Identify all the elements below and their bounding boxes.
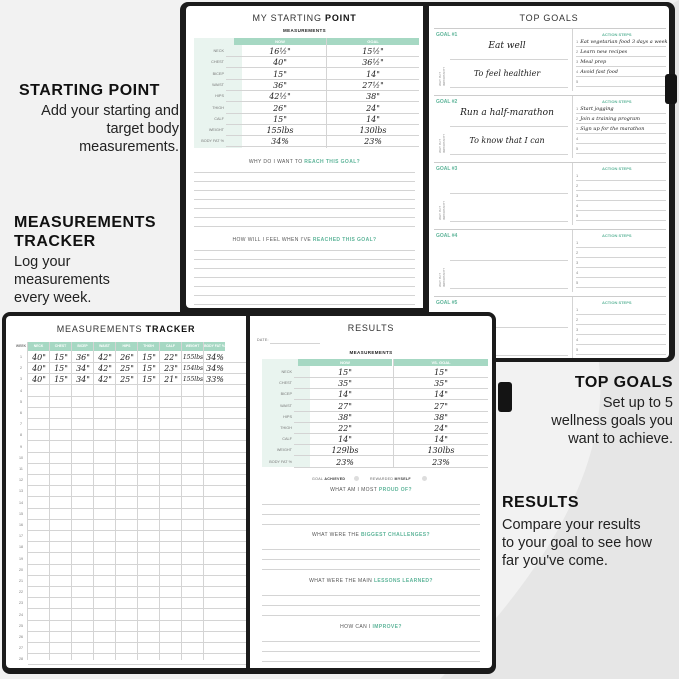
row-label: BICEP bbox=[280, 392, 292, 397]
row-label: WAIST bbox=[212, 82, 224, 87]
step-line bbox=[576, 153, 666, 154]
tracker-value: 23" bbox=[164, 364, 178, 374]
week-number: 22 bbox=[19, 590, 23, 595]
row-label: BICEP bbox=[212, 71, 224, 76]
now-value: 129lbs bbox=[331, 446, 359, 456]
writing-line bbox=[262, 514, 480, 515]
step-text: Learn new recipes bbox=[580, 49, 628, 55]
now-value: 22" bbox=[338, 424, 352, 433]
row-label: WEIGHT bbox=[208, 128, 224, 133]
row-divider bbox=[294, 411, 488, 412]
now-value: 34% bbox=[271, 137, 289, 147]
goal-number: GOAL #3 bbox=[436, 166, 458, 172]
caption-body: Log your measurements every week. bbox=[14, 254, 110, 306]
step-number: 1 bbox=[576, 307, 579, 312]
tracker-value: 154lbs bbox=[182, 365, 204, 373]
week-number: 20 bbox=[19, 567, 23, 572]
row-divider bbox=[226, 67, 419, 68]
week-number: 7 bbox=[20, 422, 22, 427]
now-value: 36" bbox=[273, 80, 287, 90]
tracker-column-line bbox=[203, 342, 204, 660]
tracker-value: 155lbs bbox=[182, 354, 204, 361]
elastic-strap bbox=[498, 382, 512, 412]
tracker-column-line bbox=[27, 342, 28, 660]
question-feel: HOW WILL I FEEL WHEN I'VE REACHED THIS GOAL? bbox=[232, 237, 377, 243]
goal-divider bbox=[572, 230, 573, 292]
tracker-value: 40" bbox=[32, 375, 46, 385]
goal-value: 14" bbox=[366, 114, 380, 124]
goal-value: 15" bbox=[434, 368, 448, 377]
tracker-column-header: NECK bbox=[28, 342, 49, 351]
now-value: 23% bbox=[336, 457, 354, 467]
results-page bbox=[250, 316, 492, 668]
goal-line bbox=[450, 126, 568, 127]
tracker-value: 34" bbox=[76, 364, 90, 374]
tracker-value: 34% bbox=[206, 353, 224, 362]
why-label: WHY IS IT IMPORTANT? bbox=[438, 200, 446, 220]
step-number: 4 bbox=[576, 69, 579, 74]
week-number: 4 bbox=[20, 388, 22, 393]
step-number: 5 bbox=[576, 280, 579, 285]
goal-value: 24" bbox=[366, 103, 380, 113]
row-divider bbox=[294, 455, 488, 456]
week-number: 10 bbox=[19, 455, 23, 460]
measurements-subtitle: MEASUREMENTS bbox=[282, 28, 327, 33]
step-number: 1 bbox=[576, 39, 579, 44]
tracker-value: 21" bbox=[164, 375, 178, 385]
tracker-value: 34" bbox=[76, 375, 90, 385]
goal-value: 38" bbox=[366, 92, 380, 102]
question-lessons: WHAT WERE THE MAIN LESSONS LEARNED? bbox=[309, 578, 433, 584]
goal-divider bbox=[572, 29, 573, 91]
writing-line bbox=[262, 504, 480, 505]
row-divider bbox=[226, 90, 419, 91]
goal-value: 130lbs bbox=[359, 126, 387, 136]
goal-value: 14" bbox=[366, 69, 380, 79]
tracker-column-line bbox=[71, 342, 72, 660]
writing-line bbox=[194, 295, 415, 296]
why-label: WHY IS IT IMPORTANT? bbox=[438, 133, 446, 153]
step-number: 2 bbox=[576, 116, 579, 121]
tracker-column-header: WEEK bbox=[14, 342, 28, 351]
week-number: 9 bbox=[20, 444, 22, 449]
page-title: MY STARTING POINT bbox=[252, 13, 357, 23]
step-number: 5 bbox=[576, 79, 579, 84]
week-number: 8 bbox=[20, 433, 22, 438]
week-number: 6 bbox=[20, 411, 22, 415]
goal-number: GOAL #4 bbox=[436, 233, 458, 239]
page-title: MEASUREMENTS TRACKER bbox=[56, 324, 196, 334]
step-line bbox=[576, 287, 666, 288]
tracker-value: 15" bbox=[142, 364, 156, 374]
writing-line bbox=[194, 250, 415, 251]
week-number: 13 bbox=[19, 489, 23, 494]
goal-line bbox=[450, 59, 568, 60]
goal-block bbox=[434, 95, 666, 160]
writing-line bbox=[194, 208, 415, 209]
week-number: 1 bbox=[20, 355, 22, 359]
step-number: 5 bbox=[576, 347, 579, 352]
goal-line bbox=[450, 260, 568, 261]
row-label: THIGH bbox=[280, 426, 292, 430]
step-number: 1 bbox=[576, 240, 579, 245]
row-label: WAIST bbox=[280, 403, 292, 408]
row-label: NECK bbox=[281, 370, 292, 374]
date-label: DATE: bbox=[257, 338, 269, 342]
writing-line bbox=[194, 286, 415, 287]
bottom-notebook bbox=[2, 312, 496, 674]
tracker-value: 26" bbox=[120, 353, 134, 362]
row-divider bbox=[226, 101, 419, 102]
step-number: 3 bbox=[576, 260, 579, 265]
goal-text: Run a half-marathon bbox=[460, 108, 554, 118]
tracker-column-line bbox=[137, 342, 138, 660]
action-steps-label: ACTION STEPS bbox=[602, 32, 632, 37]
step-number: 3 bbox=[576, 126, 579, 131]
tracker-column-header: CHEST bbox=[50, 342, 71, 351]
tracker-value: 15" bbox=[54, 353, 68, 362]
header-now: NOW bbox=[298, 359, 392, 366]
row-label: BODY FAT % bbox=[201, 139, 224, 144]
step-number: 2 bbox=[576, 183, 579, 188]
week-number: 12 bbox=[19, 478, 23, 483]
now-value: 15" bbox=[273, 69, 287, 79]
step-line bbox=[576, 354, 666, 355]
why-label: WHY IS IT IMPORTANT? bbox=[438, 267, 446, 287]
tracker-column-header: BODY FAT % bbox=[204, 342, 225, 351]
goal-block bbox=[434, 229, 666, 294]
tracker-page bbox=[6, 316, 246, 668]
goal-value: 36½" bbox=[362, 58, 384, 68]
writing-line bbox=[262, 651, 480, 652]
question-why: WHY DO I WANT TO REACH THIS GOAL? bbox=[248, 159, 361, 165]
tracker-value: 42" bbox=[98, 375, 112, 385]
goal-text: Eat well bbox=[488, 41, 526, 51]
tracker-value: 22" bbox=[164, 353, 178, 362]
now-value: 40" bbox=[273, 58, 287, 68]
goal-value: 27" bbox=[434, 401, 448, 411]
action-steps-label: ACTION STEPS bbox=[602, 166, 632, 171]
page-title: RESULTS bbox=[347, 323, 395, 333]
tracker-value: 15" bbox=[54, 375, 68, 385]
header-goal: GOAL bbox=[327, 38, 419, 45]
row-divider bbox=[294, 388, 488, 389]
now-value: 16½" bbox=[269, 47, 291, 56]
caption-body: Compare your results to your goal to see how far you've come. bbox=[502, 517, 652, 569]
goal-divider bbox=[572, 96, 573, 158]
week-number: 2 bbox=[20, 366, 22, 371]
elastic-strap bbox=[665, 74, 677, 104]
writing-line bbox=[194, 172, 415, 173]
header-vs-goal: VS. GOAL bbox=[394, 359, 488, 366]
rewarded-myself-label: REWARDED MYSELF bbox=[370, 477, 411, 481]
goal-divider bbox=[572, 297, 573, 358]
tracker-column-header: BICEP bbox=[72, 342, 93, 351]
row-label: WEIGHT bbox=[276, 448, 292, 453]
tracker-column-line bbox=[115, 342, 116, 660]
step-number: 2 bbox=[576, 49, 579, 54]
week-number: 3 bbox=[20, 377, 22, 382]
top-notebook bbox=[180, 2, 675, 362]
now-value: 42½" bbox=[269, 92, 291, 102]
writing-line bbox=[262, 641, 480, 642]
writing-line bbox=[194, 277, 415, 278]
caption-measurements-tracker bbox=[14, 213, 174, 307]
goal-value: 14" bbox=[434, 435, 448, 445]
now-value: 15" bbox=[338, 368, 352, 377]
tracker-value: 40" bbox=[32, 364, 46, 374]
writing-line bbox=[262, 605, 480, 606]
week-number: 18 bbox=[19, 545, 23, 550]
writing-line bbox=[194, 190, 415, 191]
step-text: Avoid fast food bbox=[580, 69, 618, 75]
week-number: 16 bbox=[19, 523, 23, 527]
tracker-column-header: HIPS bbox=[116, 342, 137, 351]
question-proud: WHAT AM I MOST PROUD OF? bbox=[330, 487, 412, 493]
tracker-column-header: WAIST bbox=[94, 342, 115, 351]
row-label: CALF bbox=[214, 116, 224, 121]
writing-line bbox=[194, 259, 415, 260]
tracker-value: 33% bbox=[206, 375, 224, 385]
goal-value: 23% bbox=[364, 137, 382, 147]
writing-line bbox=[194, 181, 415, 182]
step-number: 5 bbox=[576, 146, 579, 151]
goal-block bbox=[434, 162, 666, 227]
writing-line bbox=[194, 226, 415, 227]
row-divider bbox=[226, 135, 419, 136]
tracker-column-line bbox=[181, 342, 182, 660]
step-number: 4 bbox=[576, 337, 579, 342]
now-value: 15" bbox=[273, 114, 287, 124]
writing-line bbox=[194, 217, 415, 218]
now-value: 27" bbox=[338, 401, 352, 411]
week-number: 25 bbox=[19, 623, 23, 628]
step-line bbox=[576, 220, 666, 221]
goal-value: 38" bbox=[434, 412, 448, 422]
caption-body: Add your starting and target body measurements. bbox=[41, 103, 179, 155]
week-number: 19 bbox=[19, 556, 23, 561]
action-steps-label: ACTION STEPS bbox=[602, 300, 632, 305]
goal-line bbox=[450, 154, 568, 155]
caption-top-goals bbox=[545, 374, 673, 448]
step-number: 5 bbox=[576, 213, 579, 218]
goal-achieved-checkbox[interactable] bbox=[354, 476, 359, 481]
tracker-column-line bbox=[159, 342, 160, 660]
caption-starting-point bbox=[19, 82, 179, 156]
row-label: CALF bbox=[282, 437, 292, 442]
step-number: 3 bbox=[576, 193, 579, 198]
tracker-column-line bbox=[49, 342, 50, 660]
week-number: 17 bbox=[19, 534, 23, 539]
tracker-value: 15" bbox=[54, 364, 68, 374]
writing-line bbox=[262, 549, 480, 550]
tracker-value: 40" bbox=[32, 353, 46, 362]
week-number: 14 bbox=[19, 500, 23, 505]
why-text: To know that I can bbox=[469, 136, 545, 145]
starting-point-page bbox=[186, 6, 423, 308]
writing-line bbox=[194, 268, 415, 269]
tracker-value: 42" bbox=[98, 353, 112, 362]
goal-line bbox=[450, 221, 568, 222]
step-number: 3 bbox=[576, 327, 579, 332]
row-label: HIPS bbox=[283, 414, 292, 419]
goal-value: 14" bbox=[434, 390, 448, 400]
tracker-column-line bbox=[93, 342, 94, 660]
row-label: THIGH bbox=[212, 105, 224, 110]
tracker-column-header: WEIGHT bbox=[182, 342, 203, 351]
goal-line bbox=[450, 87, 568, 88]
column-divider bbox=[393, 359, 394, 467]
row-divider bbox=[226, 124, 419, 125]
row-divider bbox=[294, 422, 488, 423]
week-number: 11 bbox=[19, 467, 23, 471]
step-text: Meal prep bbox=[580, 59, 607, 65]
row-divider bbox=[226, 79, 419, 80]
row-divider bbox=[294, 467, 488, 468]
now-value: 38" bbox=[338, 412, 352, 422]
now-value: 155lbs bbox=[266, 126, 294, 136]
step-text: Start jogging bbox=[580, 106, 614, 112]
action-steps-label: ACTION STEPS bbox=[602, 233, 632, 238]
writing-line bbox=[262, 595, 480, 596]
page-title: TOP GOALS bbox=[519, 13, 579, 23]
step-text: Join a training program bbox=[580, 116, 640, 122]
why-text: To feel healthier bbox=[473, 69, 541, 78]
tracker-value: 15" bbox=[142, 353, 156, 362]
writing-line bbox=[262, 524, 480, 525]
top-goals-page bbox=[429, 6, 669, 358]
goal-value: 130lbs bbox=[427, 446, 455, 456]
rewarded-myself-checkbox[interactable] bbox=[422, 476, 427, 481]
tracker-value: 155lbs bbox=[182, 376, 204, 384]
step-number: 4 bbox=[576, 136, 579, 141]
week-number: 24 bbox=[19, 612, 23, 617]
row-label: BODY FAT % bbox=[269, 459, 292, 464]
measurements-subtitle: MEASUREMENTS bbox=[349, 350, 393, 355]
week-number: 23 bbox=[19, 601, 23, 606]
row-divider bbox=[226, 146, 419, 147]
now-value: 14" bbox=[338, 435, 352, 445]
writing-line bbox=[262, 559, 480, 560]
date-line bbox=[270, 343, 320, 344]
row-divider bbox=[294, 377, 488, 378]
row-label: NECK bbox=[213, 49, 224, 53]
question-challenges: WHAT WERE THE BIGGEST CHALLENGES? bbox=[312, 532, 430, 538]
caption-body: Set up to 5 wellness goals you want to achieve. bbox=[551, 395, 673, 447]
header-now: NOW bbox=[234, 38, 326, 45]
tracker-value: 25" bbox=[120, 364, 134, 374]
step-number: 1 bbox=[576, 173, 579, 178]
week-number: 27 bbox=[19, 646, 23, 651]
row-label: HIPS bbox=[215, 94, 224, 99]
week-number: 28 bbox=[19, 657, 23, 662]
row-divider bbox=[226, 113, 419, 114]
caption-title: RESULTS bbox=[502, 494, 579, 511]
goal-block bbox=[434, 28, 666, 93]
step-number: 1 bbox=[576, 106, 579, 111]
goal-divider bbox=[572, 163, 573, 225]
writing-line bbox=[194, 304, 415, 305]
goal-value: 27½" bbox=[362, 80, 384, 90]
now-value: 35" bbox=[338, 379, 352, 389]
row-divider bbox=[294, 433, 488, 434]
goal-number: GOAL #2 bbox=[436, 99, 458, 105]
goal-line bbox=[450, 288, 568, 289]
goal-number: GOAL #1 bbox=[436, 32, 458, 38]
goal-value: 23% bbox=[432, 457, 450, 467]
row-divider bbox=[294, 399, 488, 400]
caption-title: MEASUREMENTS TRACKER bbox=[14, 214, 157, 250]
week-number: 15 bbox=[19, 511, 23, 516]
goal-number: GOAL #5 bbox=[436, 300, 458, 306]
writing-line bbox=[262, 661, 480, 662]
tracker-value: 34% bbox=[206, 364, 224, 374]
why-label: WHY IS IT IMPORTANT? bbox=[438, 66, 446, 86]
caption-title: TOP GOALS bbox=[574, 374, 673, 391]
week-number: 21 bbox=[19, 579, 23, 583]
tracker-value: 42" bbox=[98, 364, 112, 374]
step-text: Sign up for the marathon bbox=[580, 126, 645, 132]
goal-value: 35" bbox=[434, 379, 448, 389]
goal-achieved-label: GOAL ACHIEVED bbox=[312, 477, 346, 481]
writing-line bbox=[262, 569, 480, 570]
tracker-value: 36" bbox=[76, 353, 90, 362]
row-divider bbox=[294, 444, 488, 445]
caption-title: STARTING POINT bbox=[19, 82, 160, 99]
week-number: 5 bbox=[20, 399, 22, 404]
step-number: 2 bbox=[576, 317, 579, 322]
now-value: 14" bbox=[338, 390, 352, 400]
goal-value: 15½" bbox=[362, 47, 384, 56]
tracker-value: 15" bbox=[142, 375, 156, 385]
row-divider bbox=[226, 56, 419, 57]
tracker-column-header: THIGH bbox=[138, 342, 159, 351]
step-line bbox=[576, 86, 666, 87]
goal-value: 24" bbox=[434, 424, 448, 433]
week-number: 26 bbox=[19, 635, 23, 639]
writing-line bbox=[194, 199, 415, 200]
action-steps-label: ACTION STEPS bbox=[602, 99, 632, 104]
caption-results bbox=[502, 494, 652, 570]
step-number: 4 bbox=[576, 270, 579, 275]
step-number: 2 bbox=[576, 250, 579, 255]
column-divider bbox=[326, 38, 327, 148]
step-number: 4 bbox=[576, 203, 579, 208]
goal-line bbox=[450, 193, 568, 194]
row-label: CHEST bbox=[279, 381, 292, 386]
step-text: Eat vegetarian food 3 days a week bbox=[580, 39, 668, 45]
step-number: 3 bbox=[576, 59, 579, 64]
question-improve: HOW CAN I IMPROVE? bbox=[340, 624, 402, 630]
writing-line bbox=[262, 615, 480, 616]
now-value: 26" bbox=[273, 103, 287, 113]
tracker-row-line bbox=[28, 664, 246, 665]
row-label: CHEST bbox=[211, 60, 224, 65]
tracker-column-header: CALF bbox=[160, 342, 181, 351]
tracker-value: 25" bbox=[120, 375, 134, 385]
